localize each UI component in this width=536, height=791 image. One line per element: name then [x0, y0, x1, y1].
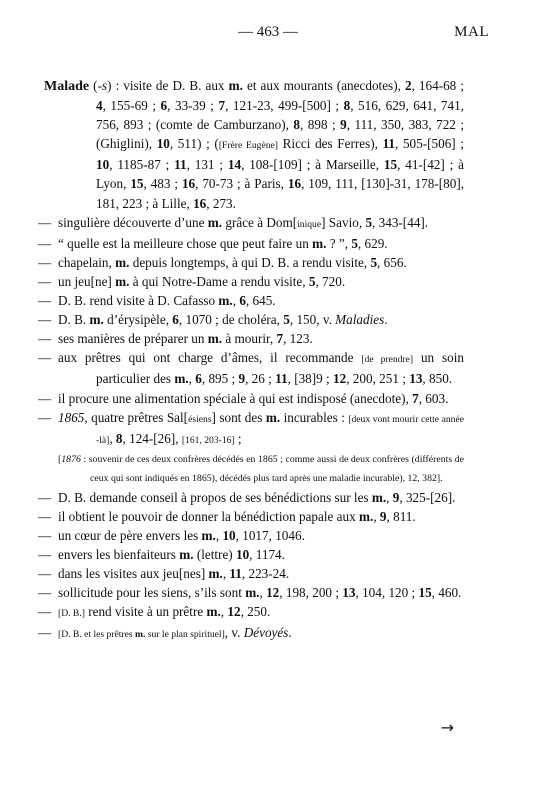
- page-header: [0, 24, 536, 48]
- index-subentry: [38, 488, 464, 507]
- entry-text: 1865, quatre prêtres Sal[ésiens] sont des m. incurables : [deux vont mourir cette année -là], 8, 124-[26], [161, 203-16] ;: [58, 409, 464, 446]
- subentry-dash: —: [38, 390, 52, 406]
- index-subentry: [38, 213, 464, 234]
- entry-text: chapelain, m. depuis longtemps, à qui D. B. a rendu visite, 5, 656.: [58, 254, 407, 270]
- index-subentry: [38, 272, 464, 291]
- index-subentry: [38, 310, 464, 329]
- index-subentry: [38, 329, 464, 348]
- subentry-dash: —: [38, 566, 52, 582]
- subentry-dash: —: [38, 235, 52, 251]
- index-subentry: [38, 526, 464, 545]
- page-number: — 463 —: [238, 24, 298, 40]
- entry-text: ses manières de préparer un m. à mourir, 7, 123.: [58, 331, 313, 347]
- index-subentry: [38, 507, 464, 526]
- subentry-dash: —: [38, 585, 52, 601]
- subentry-dash: —: [38, 273, 52, 289]
- index-subentry: [38, 564, 464, 583]
- index-subentry: [38, 253, 464, 272]
- index-subentry: [38, 545, 464, 564]
- subentry-dash: —: [38, 527, 52, 543]
- subentry-dash: —: [38, 409, 52, 425]
- entry-text: dans les visites aux jeu[nes] m., 11, 223-24.: [58, 566, 290, 582]
- running-head: MAL: [454, 24, 489, 40]
- entry-text: [D. B. et les prêtres m. sur le plan spirituel], v. Dévoyés.: [58, 625, 292, 641]
- subentry-dash: —: [38, 293, 52, 309]
- subentry-dash: —: [38, 508, 52, 524]
- entry-text: sollicitude pour les siens, s’ils sont m., 12, 198, 200 ; 13, 104, 120 ; 15, 460.: [58, 585, 462, 601]
- entry-text: Malade (-s) : visite de D. B. aux m. et aux mourants (anecdotes), 2, 164-68 ; 4, 155-69 ; 6, 33-39 ; 7, 121-23, 499-[500] ; 8, 516, 629, 641, 741, 756, 893 ; (comte de Camburzano), 8, 898 ; 9, 111, 350, 383, 722 ; (Ghiglini), 10, 511) ; ([Frère Eugène] Ricci des Ferres), 11, 505-[506] ; 10, 1185-87 ; 11, 131 ; 14, 108-[109] ; à Marseille, 15, 41-[42] ; à Lyon, 15, 483 ; 16, 70-73 ; à Paris, 16, 109, 111, [130]-31, 178-[80], 181, 223 ; à Lille, 16, 273.: [44, 78, 465, 211]
- index-subentry: [38, 348, 464, 388]
- entry-text: un jeu[ne] m. à qui Notre-Dame a rendu visite, 5, 720.: [58, 273, 346, 289]
- subentry-dash: —: [38, 350, 52, 366]
- entry-text: un cœur de père envers les m., 10, 1017, 1046.: [58, 527, 305, 543]
- subentry-dash: —: [38, 625, 52, 641]
- subentry-dash: —: [38, 604, 52, 620]
- entry-text: D. B. rend visite à D. Cafasso m., 6, 645.: [58, 293, 276, 309]
- entry-text: aux prêtres qui ont charge d’âmes, il recommande [de prendre] un soin particulier des m., 6, 895 ; 9, 26 ; 11, [38]9 ; 12, 200, 251 ; 13, 850.: [58, 350, 465, 387]
- index-subentry: [38, 408, 464, 450]
- index-subentry: [38, 583, 464, 602]
- index-body: [38, 76, 464, 645]
- entry-text: “ quelle est la meilleure chose que peut faire un m. ? ”, 5, 629.: [58, 235, 388, 251]
- index-subentry: [38, 602, 464, 623]
- entry-text: il obtient le pouvoir de donner la bénédiction papale aux m., 9, 811.: [58, 508, 416, 524]
- index-note: [38, 450, 464, 488]
- entry-text: il procure une alimentation spéciale à qui est indisposé (anecdote), 7, 603.: [58, 390, 449, 406]
- index-entry-main: [38, 76, 464, 213]
- index-subentry: [38, 234, 464, 253]
- entry-text: D. B. m. d’érysipèle, 6, 1070 ; de choléra, 5, 150, v. Maladies.: [58, 312, 388, 328]
- subentry-dash: —: [38, 331, 52, 347]
- subentry-dash: —: [38, 254, 52, 270]
- entry-text: [1876 : souvenir de ces deux confrères décédés en 1865 ; comme aussi de deux confrères (différents de ceux qui sont indiqués en 1865), décédés plus tard après une maladie incurable), 12, 382].: [58, 453, 464, 484]
- continue-arrow-icon: →: [440, 718, 454, 737]
- subentry-dash: —: [38, 214, 52, 230]
- index-subentry: [38, 291, 464, 310]
- entry-text: [D. B.] rend visite à un prêtre m., 12, 250.: [58, 604, 271, 620]
- index-subentry: [38, 389, 464, 408]
- entry-text: D. B. demande conseil à propos de ses bénédictions sur les m., 9, 325-[26].: [58, 489, 456, 505]
- subentry-dash: —: [38, 312, 52, 328]
- entry-text: envers les bienfaiteurs m. (lettre) 10, 1174.: [58, 547, 285, 563]
- index-subentry: [38, 623, 464, 644]
- subentry-dash: —: [38, 547, 52, 563]
- entry-text: singulière découverte d’une m. grâce à Dom[inique] Savio, 5, 343-[44].: [58, 214, 429, 230]
- subentry-dash: —: [38, 489, 52, 505]
